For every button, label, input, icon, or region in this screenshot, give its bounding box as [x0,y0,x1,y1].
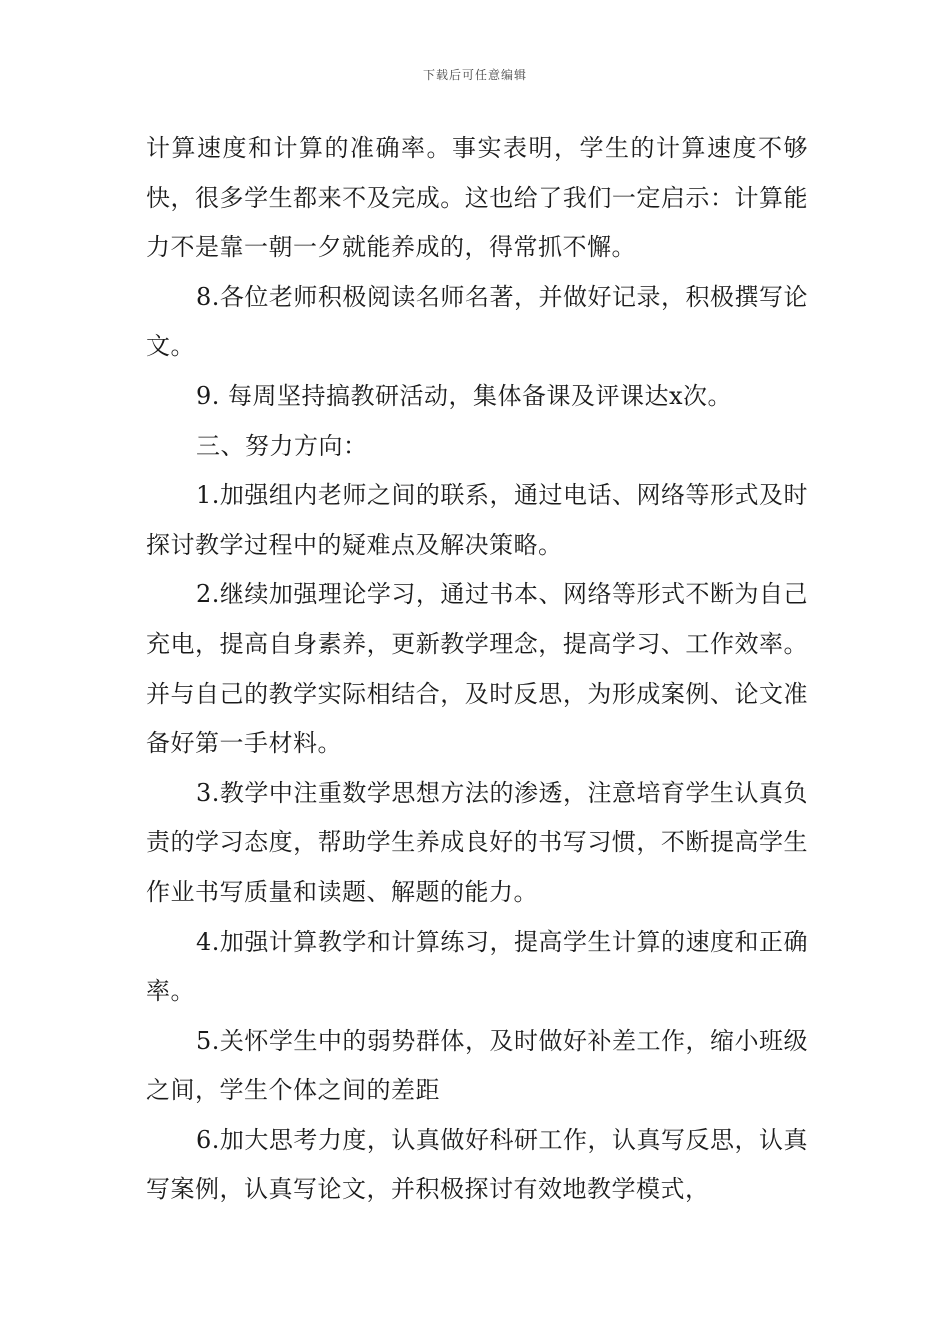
paragraph-item-8: 8.各位老师积极阅读名师名著，并做好记录，积极撰写论文。 [146,282,808,361]
paragraph-direction-5: 5.关怀学生中的弱势群体，及时做好补差工作，缩小班级之间，学生个体之间的差距 [146,1026,808,1105]
page-header: 下载后可任意编辑 [422,68,527,82]
paragraph-item-9: 9. 每周坚持搞教研活动，集体备课及评课达x次。 [196,381,733,410]
paragraph-calculation-speed: 计算速度和计算的准确率。事实表明，学生的计算速度不够快，很多学生都来不及完成。这也给了我们一定启示：计算能力不是靠一朝一夕就能养成的，得常抓不懈。 [146,134,808,262]
paragraph-direction-6: 6.加大思考力度，认真做好科研工作，认真写反思，认真写案例，认真写论文，并积极探讨有效地教学模式， [146,1125,808,1204]
paragraph-direction-2: 2.继续加强理论学习，通过书本、网络等形式不断为自己充电，提高自身素养，更新教学理念，提高学习、工作效率。并与自己的教学实际相结合，及时反思，为形成案例、论文准备好第一手材料。 [146,580,808,758]
section-heading-direction: 三、努力方向： [196,431,368,460]
paragraph-direction-4: 4.加强计算教学和计算练习，提高学生计算的速度和正确率。 [146,927,808,1006]
paragraph-direction-3: 3.教学中注重数学思想方法的渗透，注意培育学生认真负责的学习态度，帮助学生养成良好的书写习惯，不断提高学生作业书写质量和读题、解题的能力。 [146,778,808,906]
paragraph-direction-1: 1.加强组内老师之间的联系，通过电话、网络等形式及时探讨教学过程中的疑难点及解决策略。 [146,481,808,559]
document-body [146,124,808,1215]
